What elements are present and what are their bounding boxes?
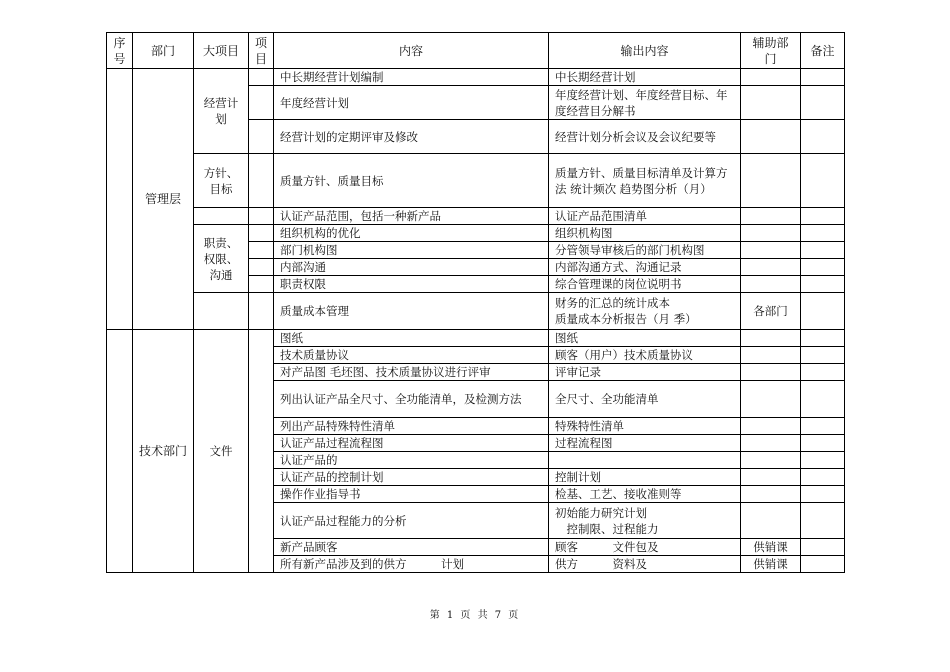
content-cell: 质量成本管理 — [274, 293, 549, 330]
group-business-plan: 经营计划 — [194, 69, 249, 154]
assist-cell: 各部门 — [741, 293, 801, 330]
header-major: 大项目 — [194, 33, 249, 69]
group-policy-goal: 方针、目标 — [194, 154, 249, 208]
table-row — [107, 293, 845, 330]
table-row — [107, 154, 845, 208]
output-cell: 质量方针、质量目标清单及计算方法 统计频次 趋势图分析（月） — [549, 154, 741, 208]
output-cell: 控制计划 — [549, 469, 741, 486]
plan-table — [106, 32, 845, 573]
output-cell: 中长期经营计划 — [549, 69, 741, 86]
page-footer: 第 1 页 共 7 页 — [429, 610, 521, 621]
content-cell: 质量方针、质量目标 — [274, 154, 549, 208]
content-cell: 部门机构图 — [274, 242, 549, 259]
content-cell: 认证产品范围，包括一种新产品 — [274, 208, 549, 225]
output-cell: 内部沟通方式、沟通记录 — [549, 259, 741, 276]
content-cell: 列出产品特殊特性清单 — [274, 418, 549, 435]
group-responsibility: 职责、权限、沟通 — [194, 225, 249, 293]
output-cell: 图纸 — [549, 330, 741, 347]
output-cell — [549, 452, 741, 469]
content-cell: 认证产品过程流程图 — [274, 435, 549, 452]
table-row — [107, 330, 845, 347]
header-remark: 备注 — [801, 33, 845, 69]
content-cell: 内部沟通 — [274, 259, 549, 276]
assist-cell: 供销课 — [741, 539, 801, 556]
output-cell: 供方 资料及 — [549, 556, 741, 573]
content-cell: 列出认证产品全尺寸、全功能清单，及检测方法 — [274, 381, 549, 418]
output-cell: 全尺寸、全功能清单 — [549, 381, 741, 418]
header-item: 项目 — [249, 33, 274, 69]
output-cell: 检基、工艺、接收准则等 — [549, 486, 741, 503]
group-documents: 文件 — [194, 330, 249, 573]
output-cell: 综合管理课的岗位说明书 — [549, 276, 741, 293]
output-cell: 经营计划分析会议及会议纪要等 — [549, 120, 741, 154]
header-dept: 部门 — [133, 33, 194, 69]
content-cell: 新产品顾客 — [274, 539, 549, 556]
content-cell: 技术质量协议 — [274, 347, 549, 364]
header-row — [107, 33, 845, 69]
content-cell: 年度经营计划 — [274, 86, 549, 120]
output-cell: 过程流程图 — [549, 435, 741, 452]
content-cell: 操作作业指导书 — [274, 486, 549, 503]
output-cell: 年度经营计划、年度经营目标、年度经营目分解书 — [549, 86, 741, 120]
table-row — [107, 208, 845, 225]
header-content: 内容 — [274, 33, 549, 69]
assist-cell: 供销课 — [741, 556, 801, 573]
seq-cell — [107, 330, 133, 573]
output-cell: 认证产品范围清单 — [549, 208, 741, 225]
content-cell: 图纸 — [274, 330, 549, 347]
header-output: 输出内容 — [549, 33, 741, 69]
table-row — [107, 225, 845, 242]
output-cell: 顾客 文件包及 — [549, 539, 741, 556]
content-cell: 组织机构的优化 — [274, 225, 549, 242]
content-cell: 职责权限 — [274, 276, 549, 293]
content-cell: 认证产品过程能力的分析 — [274, 503, 549, 539]
table-row — [107, 69, 845, 86]
output-cell: 评审记录 — [549, 364, 741, 381]
content-cell: 中长期经营计划编制 — [274, 69, 549, 86]
content-cell: 认证产品的 — [274, 452, 549, 469]
content-cell: 经营计划的定期评审及修改 — [274, 120, 549, 154]
content-cell: 所有新产品涉及到的供方 计划 — [274, 556, 549, 573]
header-assist: 辅助部门 — [741, 33, 801, 69]
header-seq: 序号 — [107, 33, 133, 69]
dept-management: 管理层 — [133, 69, 194, 330]
output-cell: 财务的汇总的统计成本 质量成本分析报告（月 季） — [549, 293, 741, 330]
seq-cell — [107, 69, 133, 330]
content-cell: 认证产品的控制计划 — [274, 469, 549, 486]
output-cell: 顾客（用户）技术质量协议 — [549, 347, 741, 364]
dept-technical: 技术部门 — [133, 330, 194, 573]
output-cell: 特殊特性清单 — [549, 418, 741, 435]
content-cell: 对产品图 毛坯图、技术质量协议进行评审 — [274, 364, 549, 381]
output-cell: 组织机构图 — [549, 225, 741, 242]
output-cell: 分管领导审核后的部门机构图 — [549, 242, 741, 259]
output-cell: 初始能力研究计划 控制限、过程能力 — [549, 503, 741, 539]
